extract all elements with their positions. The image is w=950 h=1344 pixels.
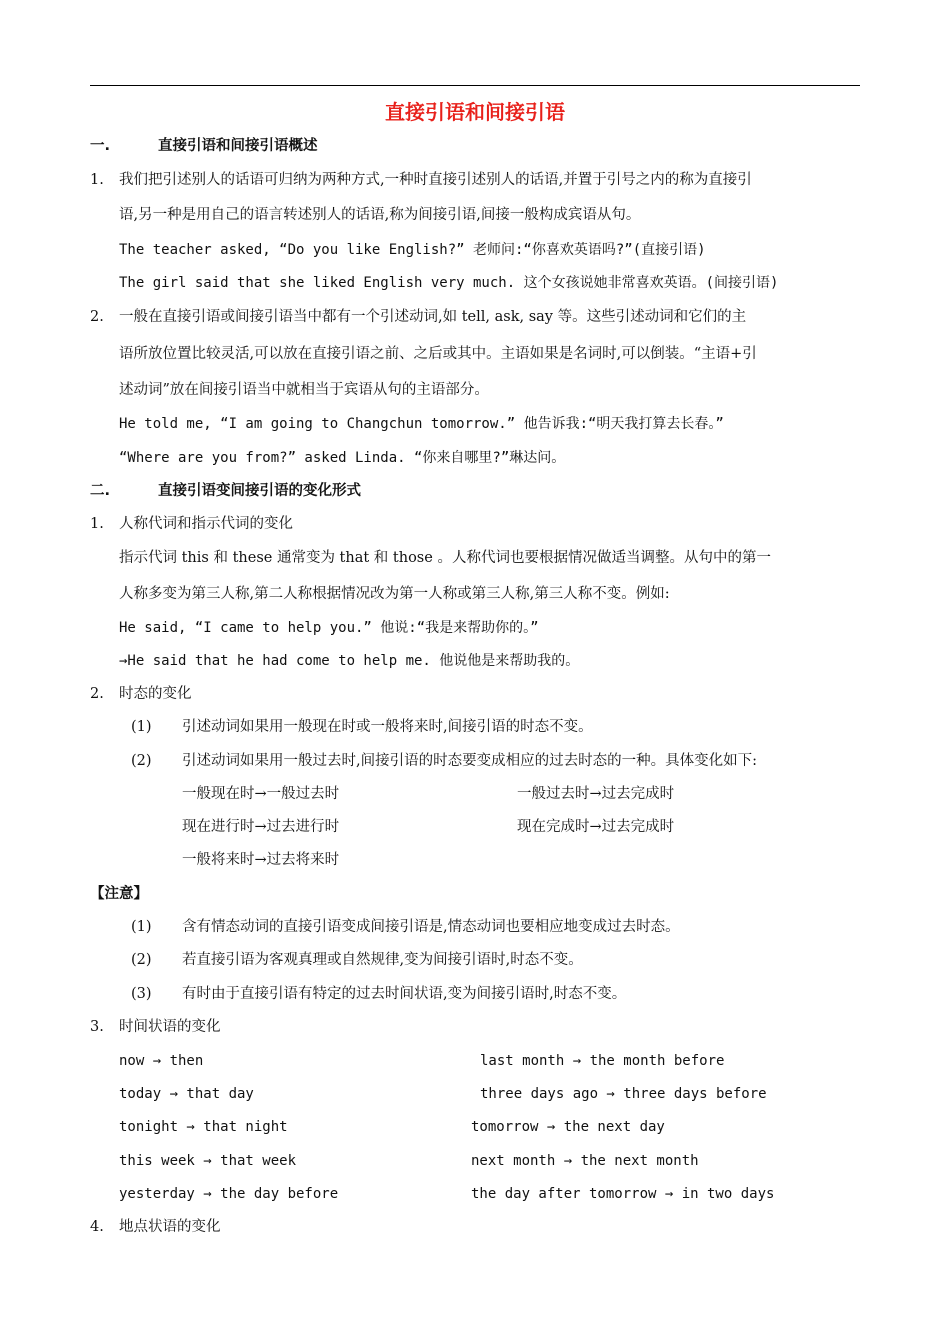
para-2-line-3: 述动词”放在间接引语当中就相当于宾语从句的主语部分。 bbox=[119, 382, 489, 398]
sub-1-title: 人称代词和指示代词的变化 bbox=[119, 516, 293, 532]
para-1-line-2: 语,另一种是用自己的语言转述别人的话语,称为间接引语,间接一般构成宾语从句。 bbox=[119, 207, 641, 223]
tense-change-right: 现在完成时→过去完成时 bbox=[517, 819, 675, 835]
para-2-line-2: 语所放位置比较灵活,可以放在直接引语之前、之后或其中。主语如果是名词时,可以倒装。“主语+引 bbox=[119, 346, 757, 362]
section-2-heading: 直接引语变间接引语的变化形式 bbox=[158, 483, 361, 499]
example-4: “Where are you from?” asked Linda. “你来自哪里?”琳达问。 bbox=[119, 450, 566, 466]
tense-change-left: 现在进行时→过去进行时 bbox=[182, 819, 340, 835]
note-number: (1) bbox=[131, 919, 152, 935]
note-label: 【注意】 bbox=[90, 886, 148, 902]
page-title: 直接引语和间接引语 bbox=[385, 100, 565, 124]
para-2-number: 2. bbox=[90, 309, 104, 325]
sub-3-number: 3. bbox=[90, 1019, 104, 1035]
time-change-left: now → then bbox=[119, 1053, 204, 1069]
sub-4-number: 4. bbox=[90, 1219, 104, 1235]
example-3: He told me, “I am going to Changchun tomorrow.” 他告诉我:“明天我打算去长春。” bbox=[119, 416, 724, 432]
time-change-left: this week → that week bbox=[119, 1153, 297, 1169]
sub-2-title: 时态的变化 bbox=[119, 686, 192, 702]
section-2-number: 二. bbox=[90, 483, 111, 499]
time-change-right: tomorrow → the next day bbox=[471, 1119, 665, 1135]
note-text: 有时由于直接引语有特定的过去时间状语,变为间接引语时,时态不变。 bbox=[182, 986, 627, 1002]
note-text: 含有情态动词的直接引语变成间接引语是,情态动词也要相应地变成过去时态。 bbox=[182, 919, 680, 935]
sub-2-item-1-number: (1) bbox=[131, 719, 152, 735]
time-change-left: yesterday → the day before bbox=[119, 1186, 339, 1202]
sub-2-item-1: 引述动词如果用一般现在时或一般将来时,间接引语的时态不变。 bbox=[182, 719, 593, 735]
top-rule bbox=[90, 85, 860, 86]
sub-1-example-1: He said, “I came to help you.” 他说:“我是来帮助你的。” bbox=[119, 620, 539, 636]
time-change-left: today → that day bbox=[119, 1086, 254, 1102]
example-2: The girl said that she liked English very much. 这个女孩说她非常喜欢英语。(间接引语) bbox=[119, 275, 779, 291]
sub-1-line-2: 人称多变为第三人称,第二人称根据情况改为第一人称或第三人称,第三人称不变。例如: bbox=[119, 586, 670, 602]
para-1-number: 1. bbox=[90, 172, 104, 188]
note-number: (2) bbox=[131, 952, 152, 968]
sub-2-item-2-number: (2) bbox=[131, 753, 152, 769]
tense-change-left: 一般现在时→一般过去时 bbox=[182, 786, 340, 802]
time-change-right: last month → the month before bbox=[480, 1053, 725, 1069]
sub-2-item-2: 引述动词如果用一般过去时,间接引语的时态要变成相应的过去时态的一种。具体变化如下: bbox=[182, 753, 757, 769]
example-1: The teacher asked, “Do you like English?” 老师问:“你喜欢英语吗?”(直接引语) bbox=[119, 242, 706, 258]
para-1-line-1: 我们把引述别人的话语可归纳为两种方式,一种时直接引述别人的话语,并置于引号之内的称为直接引 bbox=[119, 172, 752, 188]
note-text: 若直接引语为客观真理或自然规律,变为间接引语时,时态不变。 bbox=[182, 952, 583, 968]
sub-4-title: 地点状语的变化 bbox=[119, 1219, 221, 1235]
section-1-heading: 直接引语和间接引语概述 bbox=[158, 138, 318, 154]
tense-change-right: 一般过去时→过去完成时 bbox=[517, 786, 675, 802]
sub-1-example-2: →He said that he had come to help me. 他说他是来帮助我的。 bbox=[119, 653, 580, 669]
time-change-left: tonight → that night bbox=[119, 1119, 288, 1135]
time-change-right: next month → the next month bbox=[471, 1153, 699, 1169]
note-number: (3) bbox=[131, 986, 152, 1002]
section-1-number: 一. bbox=[90, 138, 111, 154]
sub-1-line-1: 指示代词 this 和 these 通常变为 that 和 those 。人称代词也要根据情况做适当调整。从句中的第一 bbox=[119, 550, 771, 566]
sub-3-title: 时间状语的变化 bbox=[119, 1019, 221, 1035]
sub-2-number: 2. bbox=[90, 686, 104, 702]
tense-change-left: 一般将来时→过去将来时 bbox=[182, 852, 340, 868]
para-2-line-1: 一般在直接引语或间接引语当中都有一个引述动词,如 tell, ask, say 等。这些引述动词和它们的主 bbox=[119, 309, 747, 325]
time-change-right: the day after tomorrow → in two days bbox=[471, 1186, 775, 1202]
sub-1-number: 1. bbox=[90, 516, 104, 532]
time-change-right: three days ago → three days before bbox=[480, 1086, 767, 1102]
